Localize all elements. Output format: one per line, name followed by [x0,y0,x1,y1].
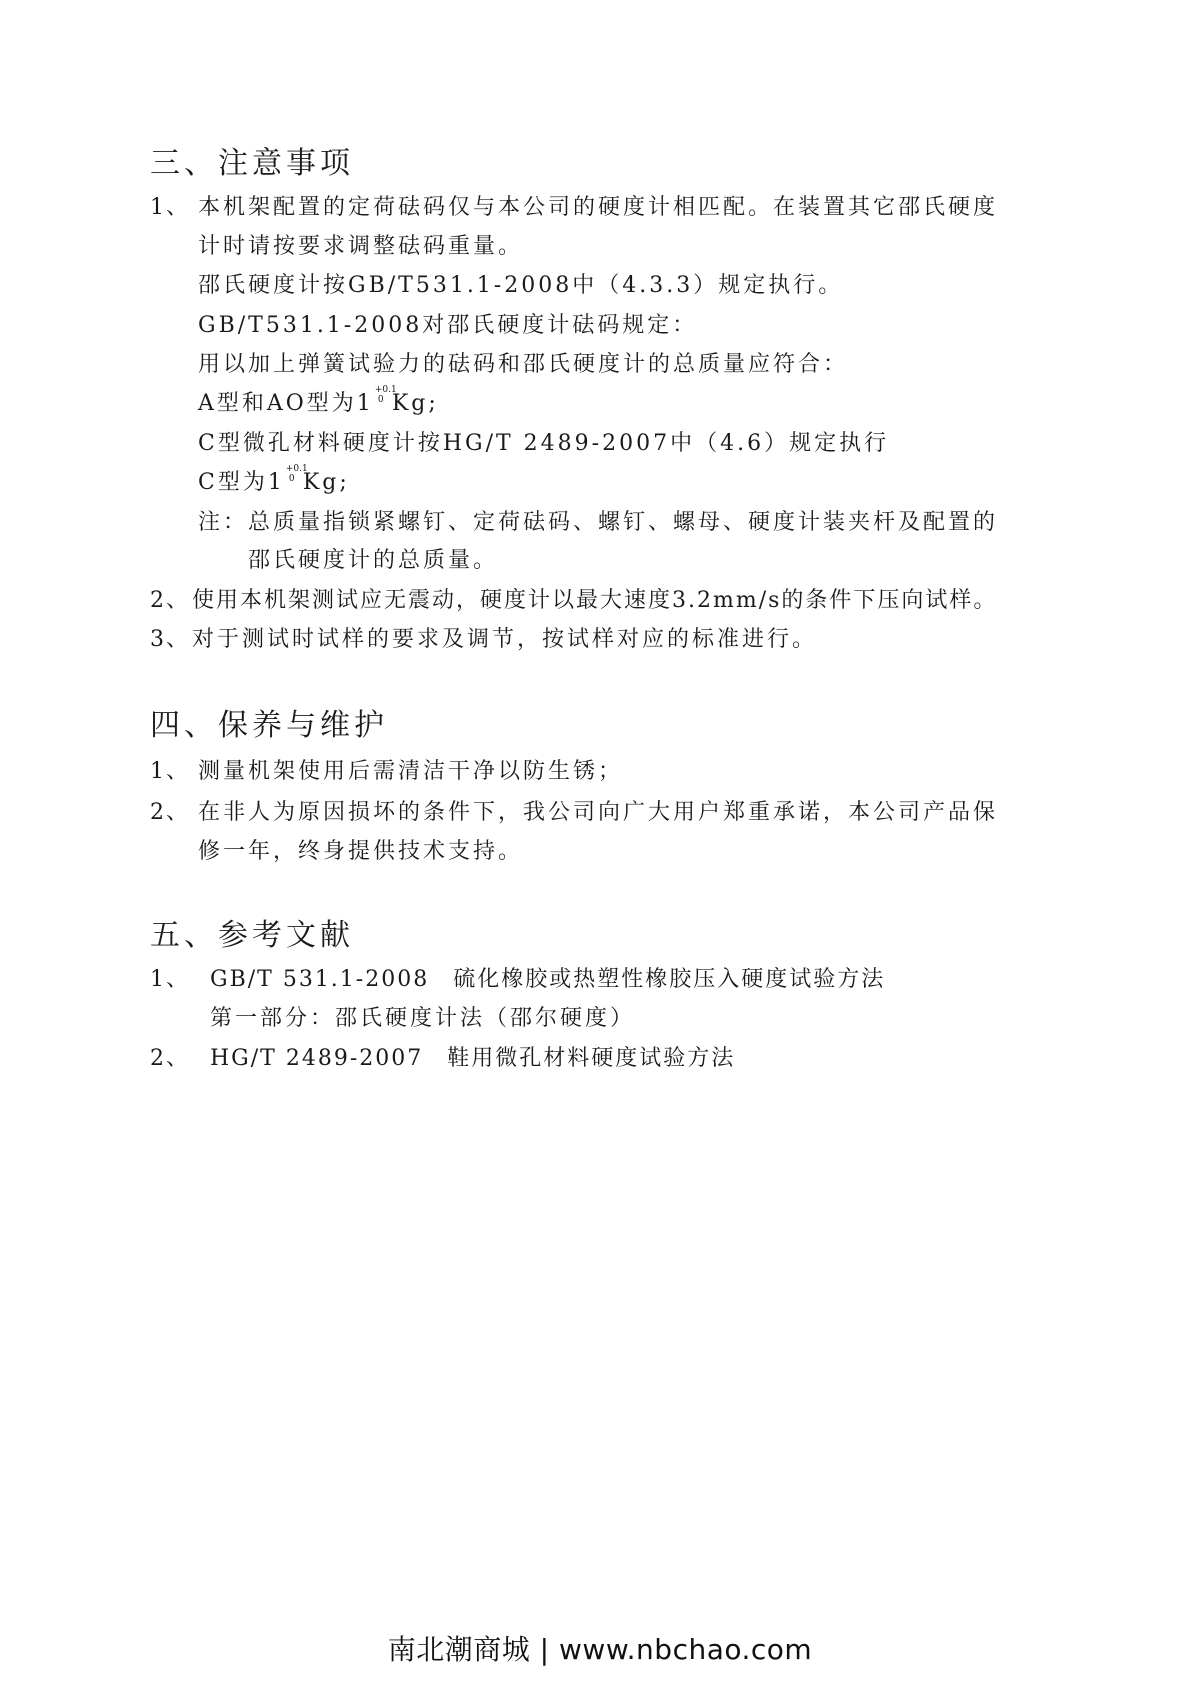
reference-text: 第一部分：邵氏硬度计法（邵尔硬度） [210,1006,636,1031]
item-number: 2、 [150,800,190,825]
reference-text: GB/T 531.1-2008 硫化橡胶或热塑性橡胶压入硬度试验方法 [210,967,886,992]
item-number: 1、 [150,195,190,220]
mass-spec-prefix: C型为1 [198,470,285,495]
footer-watermark: 南北潮商城 | www.nbchao.com [387,1633,813,1666]
item-text: 对于测试时试样的要求及调节，按试样对应的标准进行。 [192,627,818,652]
section-title-references: 五、参考文献 [150,918,354,953]
mass-spec-unit: Kg; [391,391,439,416]
section-title-precautions: 三、注意事项 [150,146,354,181]
note-text: 邵氏硬度计的总质量。 [248,548,499,573]
item-number: 2、 [150,588,190,613]
section-title-maintenance: 四、保养与维护 [150,708,388,743]
note-text: 注：总质量指锁紧螺钉、定荷砝码、螺钉、螺母、硬度计装夹杆及配置的 [198,510,999,535]
item-text: GB/T531.1-2008对邵氏硬度计砝码规定： [198,313,698,338]
item-text: 计时请按要求调整砝码重量。 [198,234,524,259]
item-text: 邵氏硬度计按GB/T531.1-2008中（4.3.3）规定执行。 [198,273,844,298]
item-text: 测量机架使用后需清洁干净以防生锈； [198,759,624,784]
item-text: 修一年，终身提供技术支持。 [198,839,524,864]
item-text: 用以加上弹簧试验力的砝码和邵氏硬度计的总质量应符合： [198,352,849,377]
a-type-mass-spec [198,386,439,417]
item-number: 1、 [150,759,190,784]
tolerance-notation [374,385,397,408]
mass-spec-unit: Kg; [302,470,350,495]
item-text: 在非人为原因损坏的条件下，我公司向广大用户郑重承诺，本公司产品保 [198,800,999,825]
tolerance-notation [285,464,308,487]
item-text: 使用本机架测试应无震动，硬度计以最大速度3.2mm/s的条件下压向试样。 [192,588,998,613]
mass-spec-prefix: A型和AO型为1 [198,391,374,416]
item-number: 1、 [150,967,190,992]
item-text: C型微孔材料硬度计按HG/T 2489-2007中（4.6）规定执行 [198,431,890,456]
tolerance-lower: 0 [288,474,295,484]
reference-text: HG/T 2489-2007 鞋用微孔材料硬度试验方法 [210,1046,736,1071]
tolerance-upper: +0.1 [374,385,397,395]
tolerance-upper: +0.1 [285,464,308,474]
item-number: 2、 [150,1046,190,1071]
c-type-mass-spec [198,465,350,496]
item-text: 本机架配置的定荷砝码仅与本公司的硬度计相匹配。在装置其它邵氏硬度 [198,195,999,220]
item-number: 3、 [150,627,190,652]
tolerance-lower: 0 [377,395,384,405]
